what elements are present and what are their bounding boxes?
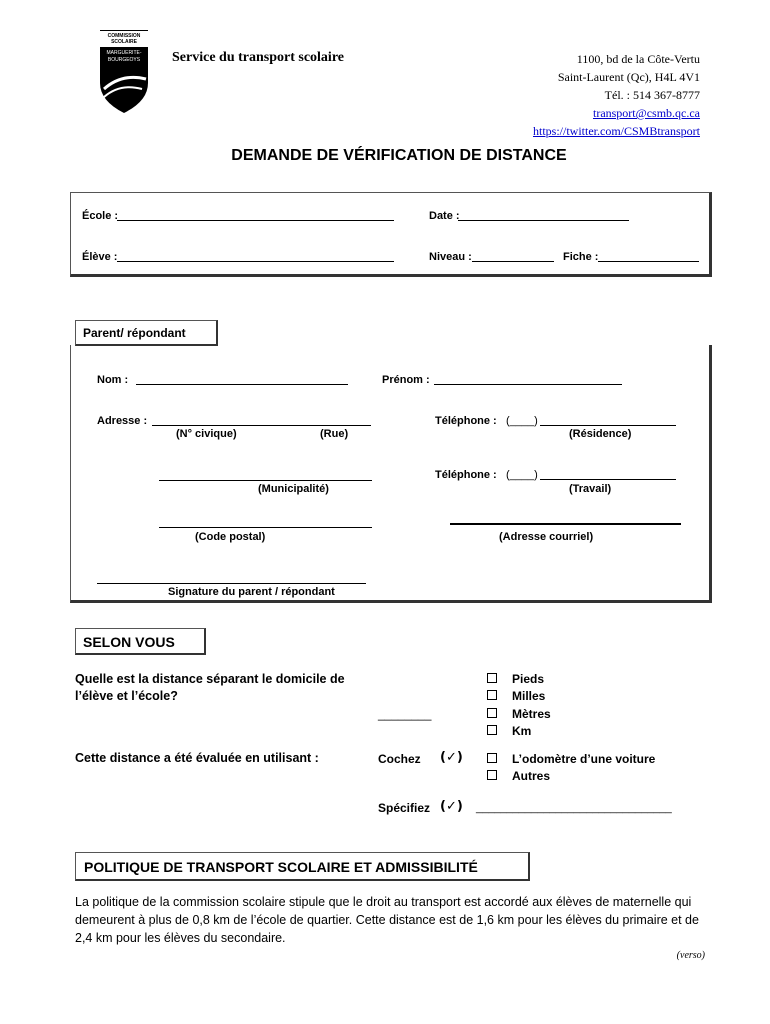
km-label: Km [512, 724, 532, 738]
fiche-label: Fiche : [563, 251, 599, 263]
prenom-label: Prénom : [382, 374, 430, 386]
top-info-box [70, 192, 712, 277]
check-mark-hint-2: (✓) [440, 799, 463, 814]
email-field[interactable] [450, 523, 681, 525]
milles-label: Milles [512, 689, 546, 703]
policy-text: La politique de la commission scolaire stipule que le droit au transport est accordé aux élèves de maternelle qui demeurent à plus de 0,8 km de l’école de quartier. Cette distance est de 1,6 km pour les élèves du primaire et de 2,4 km pour les élèves du secondaire. [75, 895, 699, 945]
logo [96, 30, 152, 114]
header-twitter-link[interactable]: https://twitter.com/CSMBtransport [532, 124, 700, 138]
logo-text-3: MARGUERITE- [106, 50, 142, 56]
niveau-field[interactable] [472, 261, 554, 262]
logo-text-1: COMMISSION [107, 33, 141, 39]
header-address-block [533, 50, 700, 140]
page-title: DEMANDE DE VÉRIFICATION DE DISTANCE [231, 147, 567, 164]
eleve-label: Élève : [82, 251, 118, 263]
header-email-link[interactable]: transport@csmb.qc.ca [592, 106, 700, 120]
rue-caption: (Rue) [320, 428, 349, 440]
nom-label: Nom : [97, 374, 129, 386]
code-postal-field[interactable] [159, 527, 372, 528]
adresse-field[interactable] [152, 425, 371, 426]
date-label: Date : [429, 210, 460, 222]
date-field[interactable] [458, 220, 629, 221]
adresse-courriel-caption: (Adresse courriel) [499, 531, 594, 543]
municipalite-field[interactable] [159, 480, 372, 481]
telephone-travail-field[interactable] [540, 479, 676, 480]
header-phone: Tél. : 514 367-8777 [604, 88, 700, 102]
header-city: Saint-Laurent (Qc), H4L 4V1 [557, 70, 700, 84]
code-postal-caption: (Code postal) [195, 531, 266, 543]
parent-heading [75, 320, 218, 346]
eleve-field[interactable] [117, 261, 394, 262]
nom-field[interactable] [136, 384, 348, 385]
adresse-label: Adresse : [97, 415, 148, 427]
distance-question: Quelle est la distance séparant le domicile de l’élève et l’école? [75, 672, 345, 703]
pieds-checkbox[interactable] [487, 673, 497, 683]
pieds-label: Pieds [512, 672, 545, 686]
fiche-field[interactable] [598, 261, 699, 262]
signature-caption: Signature du parent / répondant [168, 586, 335, 598]
telephone-travail-label: Téléphone : [435, 469, 497, 481]
selon-heading [75, 628, 206, 655]
milles-checkbox[interactable] [487, 690, 497, 700]
header-address: 1100, bd de la Côte-Vertu [576, 52, 700, 66]
cochez-label: Cochez [378, 752, 421, 766]
no-civique-caption: (N° civique) [176, 428, 237, 440]
selon-heading-text: SELON VOUS [83, 634, 175, 650]
telephone-residence-label: Téléphone : [435, 415, 497, 427]
metres-checkbox[interactable] [487, 708, 497, 718]
specifiez-field[interactable]: ________________________________ [476, 802, 672, 814]
telephone-residence-area: (____) [506, 415, 538, 427]
autres-label: Autres [512, 769, 551, 783]
method-question: Cette distance a été évaluée en utilisant : [75, 751, 319, 765]
odometre-checkbox[interactable] [487, 753, 497, 763]
ecole-label: École : [82, 210, 119, 222]
prenom-field[interactable] [434, 384, 622, 385]
policy-heading [75, 852, 530, 881]
km-checkbox[interactable] [487, 725, 497, 735]
niveau-label: Niveau : [429, 251, 472, 263]
logo-text-4: BOURGEOYS [107, 57, 141, 63]
specifiez-label: Spécifiez [378, 801, 431, 815]
residence-caption: (Résidence) [569, 428, 632, 440]
odometre-label: L’odomètre d’une voiture [512, 752, 656, 766]
telephone-travail-area: (____) [506, 469, 538, 481]
ecole-field[interactable] [117, 220, 394, 221]
policy-heading-text: POLITIQUE DE TRANSPORT SCOLAIRE ET ADMISSIBILITÉ [84, 859, 478, 875]
signature-field[interactable] [97, 583, 366, 584]
logo-text-2: SCOLAIRE [111, 39, 137, 45]
telephone-residence-field[interactable] [540, 425, 676, 426]
travail-caption: (Travail) [569, 483, 612, 495]
metres-label: Mètres [512, 707, 551, 721]
autres-checkbox[interactable] [487, 770, 497, 780]
verso-note: (verso) [676, 950, 705, 961]
municipalite-caption: (Municipalité) [258, 483, 329, 495]
distance-field[interactable]: ________ [378, 707, 432, 721]
check-mark-hint: (✓) [440, 750, 463, 765]
service-name: Service du transport scolaire [172, 50, 344, 65]
parent-heading-text: Parent/ répondant [83, 326, 186, 340]
